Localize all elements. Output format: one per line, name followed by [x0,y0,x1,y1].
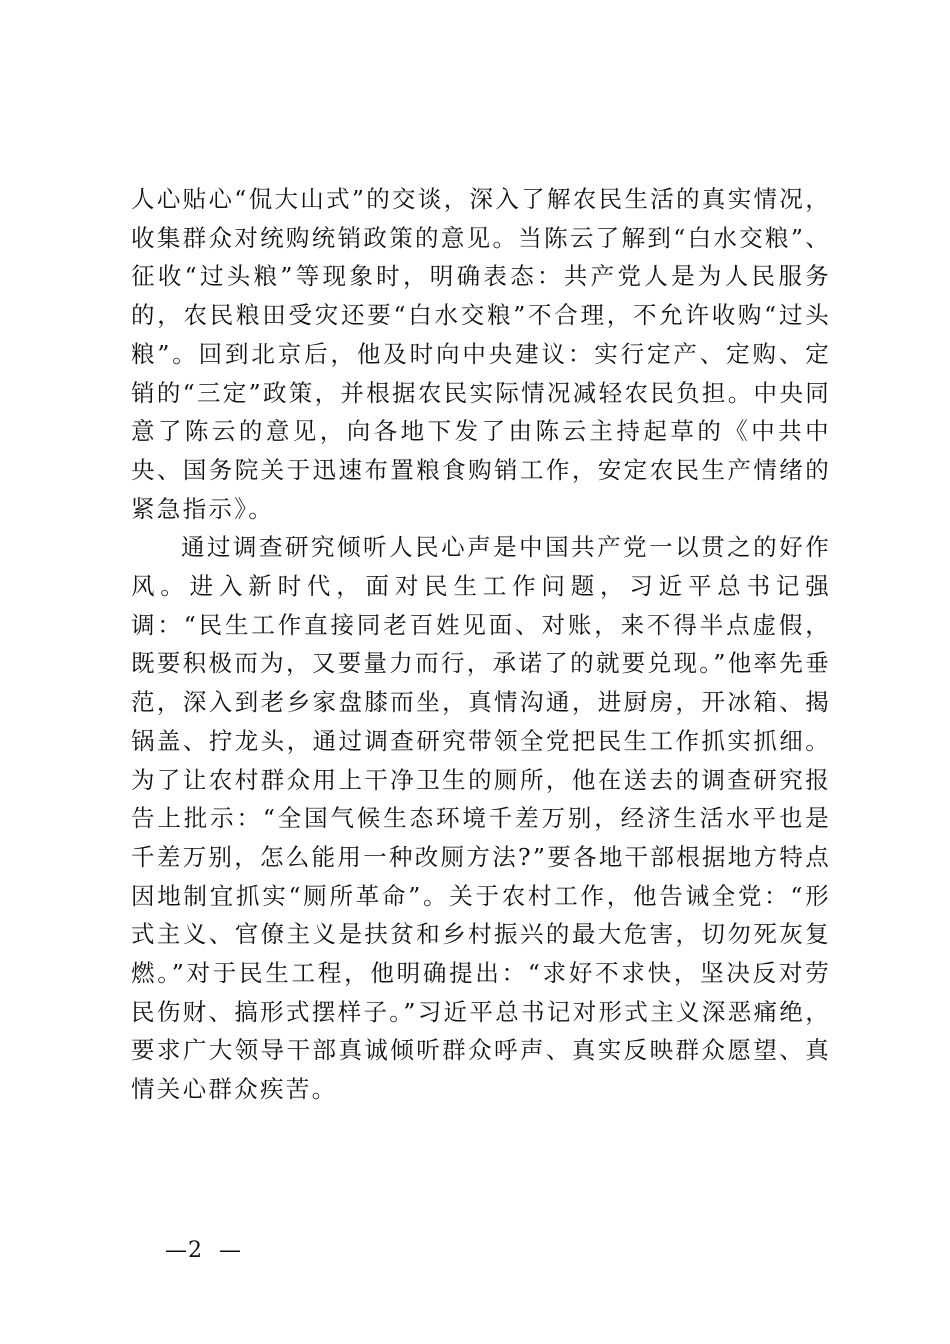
body-text [131,180,831,1109]
paragraph-investigation: 通过调查研究倾听人民心声是中国共产党一以贯之的好作风。进入新时代，面对民生工作问题，习近平总书记强调：“民生工作直接同老百姓见面、对账，来不得半点虚假，既要积极而为，又要量力而行，承诺了的就要兑现。”他率先垂范，深入到老乡家盘膝而坐，真情沟通，进厨房，开冰箱、揭锅盖、拧龙头，通过调查研究带领全党把民生工作抓实抓细。为了让农村群众用上干净卫生的厕所，他在送去的调查研究报告上批示：“全国气候生态环境千差万别，经济生活水平也是千差万别，怎么能用一种改厕方法?”要各地干部根据地方特点因地制宜抓实“厕所革命”。关于农村工作，他告诫全党：“形式主义、官僚主义是扶贫和乡村振兴的最大危害，切勿死灰复燃。”对于民生工程，他明确提出：“求好不求快，坚决反对劳民伤财、搞形式摆样子。”习近平总书记对形式主义深恶痛绝，要求广大领导干部真诚倾听群众呼声、真实反映群众愿望、真情关心群众疾苦。 [131,533,832,1104]
page-number: —2 — [165,1238,242,1263]
paragraph-continued: 人心贴心“侃大山式”的交谈，深入了解农民生活的真实情况，收集群众对统购统销政策的意见。当陈云了解到“白水交粮”、征收“过头粮”等现象时，明确表态：共产党人是为人民服务的，农民粮田受灾还要“白水交粮”不合理，不允许收购“过头粮”。回到北京后，他及时向中央建议：实行定产、定购、定销的“三定”政策，并根据农民实际情况减轻农民负担。中央同意了陈云的意见，向各地下发了由陈云主持起草的《中共中央、国务院关于迅速布置粮食购销工作，安定农民生产情绪的紧急指示》。 [131,185,831,523]
